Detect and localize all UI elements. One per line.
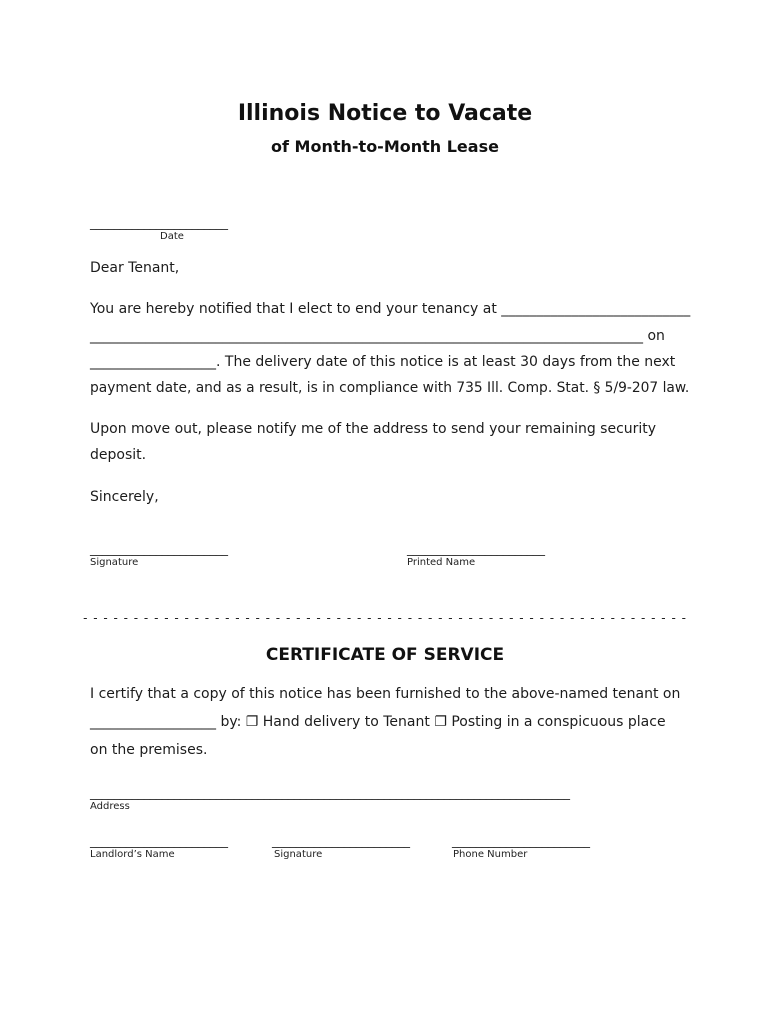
phone-number-line: _______________________ <box>452 834 590 848</box>
phone-number-label: Phone Number <box>453 849 528 860</box>
notice-line-2: _______________________________________________________________________________ on <box>90 328 665 344</box>
printed-name-label: Printed Name <box>407 557 476 568</box>
landlord-name-label: Landlord’s Name <box>90 849 175 860</box>
notice-line-3: __________________. The delivery date of this notice is at least 30 days from the next <box>90 354 676 370</box>
date-label: Date <box>160 231 184 242</box>
date-line: _______________________ <box>90 216 228 230</box>
notice-line-1: You are hereby notified that I elect to end your tenancy at ___________________________ <box>90 301 691 317</box>
landlord-name-line: _______________________ <box>90 834 228 848</box>
certificate-heading: CERTIFICATE OF SERVICE <box>265 645 505 665</box>
signature-label: Signature <box>90 557 139 568</box>
signature-line: _______________________ <box>90 542 228 556</box>
cut-line-separator: - - - - - - - - - - - - - - - - - - - - - - - - - - - - - - - - - - - - - - - - - - - - - - - - - - - - - - - - - - - - <box>83 611 687 625</box>
address-line: ________________________________________________________________________________ <box>90 786 570 800</box>
certificate-line-1: I certify that a copy of this notice has been furnished to the above-named tenant on <box>90 686 681 702</box>
printed-name-line: _______________________ <box>407 542 545 556</box>
move-out-line-1: Upon move out, please notify me of the address to send your remaining security <box>90 421 657 437</box>
notice-line-4: payment date, and as a result, is in compliance with 735 Ill. Comp. Stat. § 5/9-207 law. <box>90 380 690 396</box>
document-title: Illinois Notice to Vacate <box>237 101 533 126</box>
salutation: Dear Tenant, <box>90 260 180 276</box>
certificate-line-2: __________________ by: ❐ Hand delivery to Tenant ❐ Posting in a conspicuous place <box>90 714 666 730</box>
certificate-signature-label: Signature <box>274 849 323 860</box>
certificate-signature-line: _______________________ <box>272 834 410 848</box>
closing: Sincerely, <box>90 489 159 505</box>
document-subtitle: of Month-to-Month Lease <box>271 137 499 156</box>
move-out-line-2: deposit. <box>90 447 147 463</box>
certificate-line-3: on the premises. <box>90 742 208 758</box>
address-label: Address <box>90 801 130 812</box>
